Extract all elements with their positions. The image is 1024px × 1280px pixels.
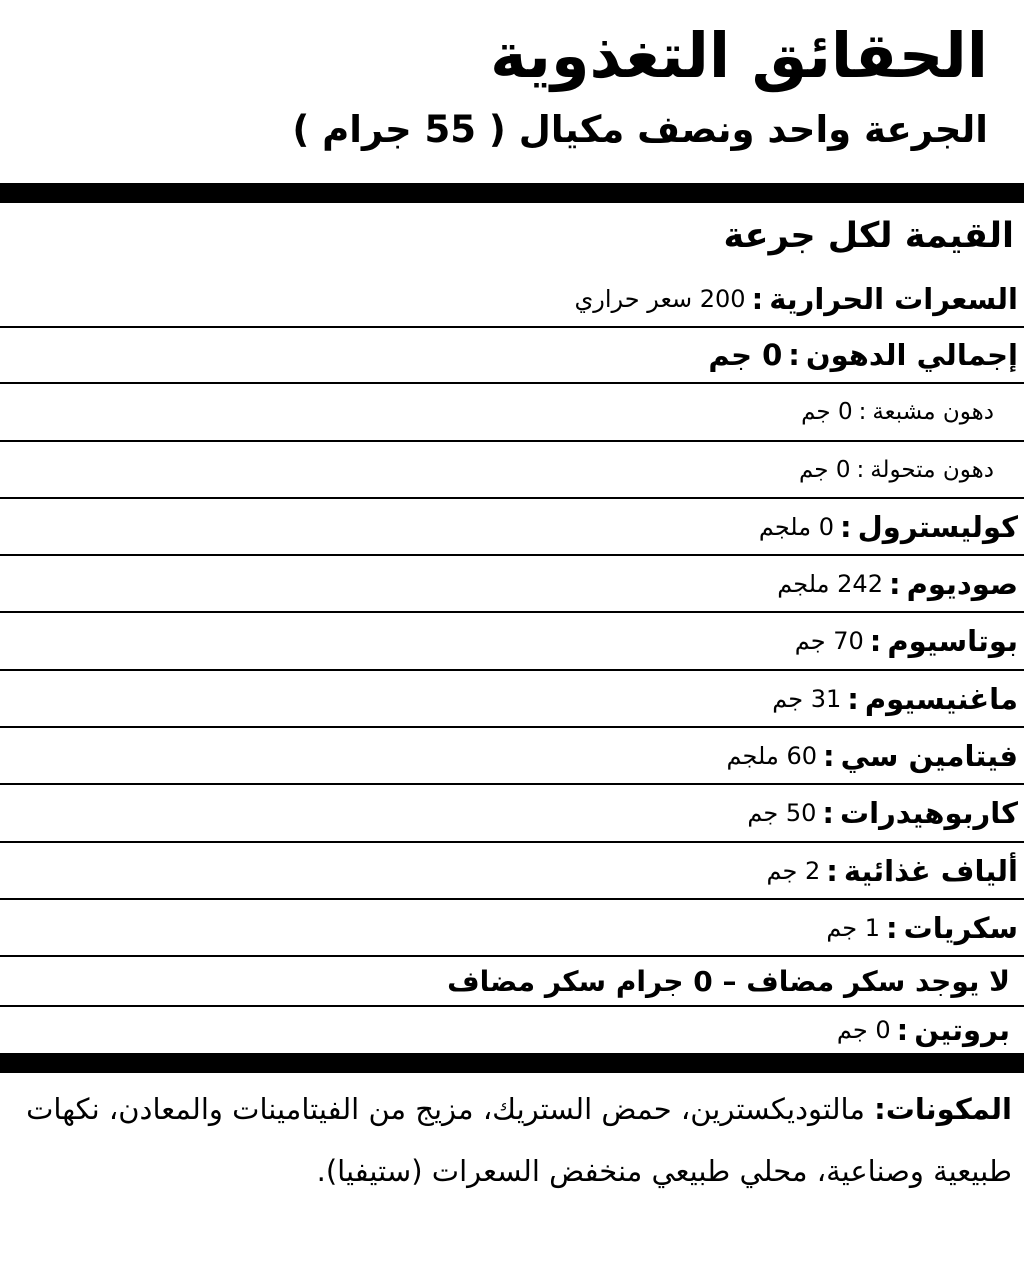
potassium-colon: : <box>869 624 882 658</box>
row-magnesium <box>0 671 1024 728</box>
magnesium-colon: : <box>847 681 859 716</box>
row-saturated-fat <box>0 384 1024 442</box>
saturated-fat-value: 0 جم <box>801 399 853 425</box>
total-fat-value: 0 جم <box>708 338 783 372</box>
carbohydrates-value: 50 جم <box>747 799 817 827</box>
row-trans-fat <box>0 442 1024 499</box>
calories-label: السعرات الحرارية <box>769 281 1018 316</box>
sugars-value: 1 جم <box>826 913 881 942</box>
page-title: الحقائق التغذوية <box>490 19 988 92</box>
carbohydrates-colon: : <box>822 796 834 830</box>
carbohydrates-label: كاربوهيدرات <box>840 796 1018 830</box>
protein-value: 0 جم <box>836 1016 891 1044</box>
ingredients-text: مالتوديكسترين، حمض الستريك، مزيج من الفيتامينات والمعادن، نكهات طبيعية وصناعية، محلي طبيعي منخفض السعرات (ستيفيا). <box>26 1092 1012 1188</box>
cholesterol-colon: : <box>840 509 852 544</box>
row-protein <box>0 1007 1024 1053</box>
sugars-colon: : <box>886 910 898 945</box>
cholesterol-value: 0 ملجم <box>758 512 835 541</box>
row-dietary-fiber <box>0 843 1024 900</box>
vitamin-c-label: فيتامين سي <box>840 738 1018 773</box>
magnesium-label: ماغنيسيوم <box>864 681 1018 716</box>
saturated-fat-label: دهون مشبعة <box>872 399 994 425</box>
trans-fat-label: دهون متحولة <box>870 456 994 483</box>
protein-colon: : <box>896 1013 909 1047</box>
magnesium-value: 31 جم <box>772 684 842 713</box>
top-divider <box>0 183 1024 203</box>
calories-colon: : <box>751 281 764 316</box>
vitamin-c-colon: : <box>822 738 835 773</box>
trans-fat-value: 0 جم <box>798 456 851 483</box>
cholesterol-label: كوليسترول <box>857 509 1018 544</box>
row-carbohydrates <box>0 785 1024 843</box>
saturated-fat-colon: : <box>858 399 867 425</box>
row-vitamin-c <box>0 728 1024 785</box>
bottom-divider <box>0 1053 1024 1073</box>
total-fat-colon: : <box>788 338 800 372</box>
row-sugars <box>0 900 1024 957</box>
total-fat-label: إجمالي الدهون <box>805 338 1018 372</box>
vitamin-c-value: 60 ملجم <box>726 741 817 770</box>
trans-fat-colon: : <box>856 456 865 483</box>
potassium-label: بوتاسيوم <box>887 624 1018 658</box>
row-calories <box>0 271 1024 328</box>
calories-value: 200 سعر حراري <box>574 284 746 313</box>
row-no-added-sugar <box>0 957 1024 1007</box>
sodium-colon: : <box>888 566 901 601</box>
protein-label: بروتين <box>914 1013 1010 1047</box>
no-added-sugar-label: لا يوجد سكر مضاف – 0 جرام سكر مضاف <box>447 964 1010 998</box>
ingredients-paragraph <box>14 1078 1012 1202</box>
potassium-value: 70 جم <box>794 627 864 655</box>
row-potassium <box>0 613 1024 671</box>
sodium-label: صوديوم <box>906 566 1018 601</box>
dietary-fiber-value: 2 جم <box>766 856 821 885</box>
sodium-value: 242 ملجم <box>777 569 883 598</box>
row-cholesterol <box>0 499 1024 556</box>
dietary-fiber-colon: : <box>826 853 838 888</box>
per-serving-heading: القيمة لكل جرعة <box>723 216 1014 256</box>
row-sodium <box>0 556 1024 613</box>
serving-size: الجرعة واحد ونصف مكيال ( 55 جرام ) <box>292 108 988 151</box>
ingredients-label: المكونات: <box>874 1092 1012 1126</box>
dietary-fiber-label: ألياف غذائية <box>843 853 1018 888</box>
sugars-label: سكريات <box>903 910 1018 945</box>
row-total-fat <box>0 328 1024 384</box>
